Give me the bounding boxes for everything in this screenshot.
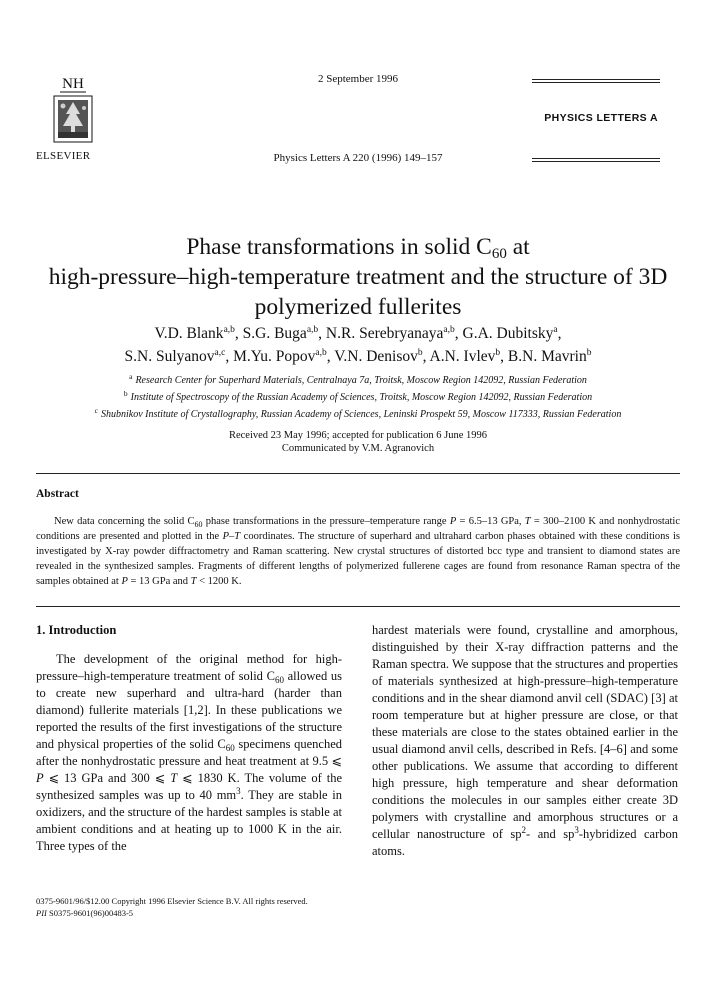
- header-rule: [532, 161, 660, 162]
- communicated-by: Communicated by V.M. Agranovich: [281, 443, 435, 454]
- author-list: V.D. Blank$^{a,b}$, S.G. Buga$^{a,b}$, N.R. Serebryanaya$^{a,b}$, G.A. Dubitsky$^a$, S.N. Sulyanov$^{a,c}$, M.Yu. Popov$^{a,b}$, V.N. Denisov$^b$, A.N. Ivlev$^b$, B.N. Mavrin$^b$: [124, 325, 592, 365]
- author: B.N. Mavrin: [507, 348, 587, 365]
- abstract-text: New data concerning the solid $C_{60}$ phase transformations in the pressure–temperature range P = 6.5–13 GPa, T = 300–2100 K and nonhydrostatic conditions are presented and plotted in the P–T coordinates. The structure of superhard and ultrahard carbon phases obtained with these conditions is investigated by X-ray powder diffractometry and Raman scattering. New crystal structures of distorted bcc type and transient to diamond states are revealed in the synthesized samples. Fragments of different lengths of polymerized fullerene cages are found from resonance Raman spectra of the samples obtained at P = 13 GPa and T < 1200 K.: [36, 516, 681, 587]
- article-title: Phase transformations in solid $C_{60}$ at high-pressure–high-temperature treatment and the structure of 3D polymerized fullerites: [48, 234, 668, 320]
- author: A.N. Ivlev: [429, 348, 496, 365]
- affiliations: [40, 370, 676, 421]
- journal-citation: Physics Letters A 220 (1996) 149–157: [273, 152, 443, 164]
- header-rule: [532, 79, 660, 80]
- publisher-name: ELSEVIER: [36, 150, 91, 162]
- body-paragraph: hardest materials were found, crystalline and amorphous, distinguished by their X-ray diffraction patterns and the Raman spectra. We suppose that the structures and properties of materials synthesized at high-pressure–high-temperature conditions and in the shear diamond anvil cell (SDAC) [3] at room temperature but at higher pressure are close, or that these materials are close to the states obtained earlier in the usual diamond anvil cells, described in Refs. [4–6] and some other publications. We assume that according to different high pressure, high temperature and shear deformation conditions the molecules in our samples either create 3D polymers with crystalline and amorphous structures or a cellular nanostructure of $sp^2-$ and $sp^3$-hybridized carbon atoms.: [372, 623, 678, 858]
- affiliation: $^b$ Institute of Spectroscopy of the Russian Academy of Sciences, Troitsk, Moscow Region 142092, Russian Federation: [123, 389, 593, 403]
- header-rule: [532, 82, 660, 83]
- pii-line: PII S0375-9601(96)00483-5: [36, 908, 134, 918]
- section-heading: 1. Introduction: [36, 623, 117, 637]
- author: N.R. Serebryanaya: [325, 325, 444, 342]
- author: M.Yu. Popov: [233, 348, 316, 365]
- received-info: [0, 429, 716, 455]
- logo-text: NH: [62, 76, 84, 92]
- author: V.N. Denisov: [334, 348, 418, 365]
- author: S.G. Buga: [242, 325, 307, 342]
- author: V.D. Blank: [154, 325, 224, 342]
- journal-name: PHYSICS LETTERS A: [544, 112, 658, 124]
- footer: [36, 895, 308, 919]
- affiliation: $^c$ Shubnikov Institute of Crystallography, Russian Academy of Sciences, Leninski Prospekt 59, Moscow 117333, Russian Federation: [94, 406, 622, 420]
- author: S.N. Sulyanov: [124, 348, 215, 365]
- abstract-rule-top: [36, 473, 680, 474]
- copyright-line: 0375-9601/96/$12.00 Copyright 1996 Elsevier Science B.V. All rights reserved.: [36, 896, 308, 906]
- issue-date: 2 September 1996: [317, 73, 399, 85]
- author: G.A. Dubitsky: [462, 325, 554, 342]
- affiliation: $^a$ Research Center for Superhard Materials, Centralnaya 7a, Troitsk, Moscow Region 142092, Russian Federation: [129, 372, 587, 386]
- header-rule: [532, 158, 660, 159]
- body-paragraph: The development of the original method for high-pressure–high-temperature treatment of solid $C_{60}$ allowed us to create new superhard and ultra-hard (harder than diamond) fullerite materials [1,2]. In these publications we reported the results of the first investigations of the structure and physical properties of the solid $C_{60}$ specimens quenched after the nonhydrostatic pressure and heat treatment at 9.5 ⩽ P ⩽ 13 GPa and 300 ⩽ T ⩽ 1830 K. The volume of the synthesized samples was up to 40 $mm^3$. They are stable in oxidizers, and the structure of the hardest samples is stable at ambient conditions and at heating up to 1000 K in the air. Three types of the: [36, 652, 342, 853]
- abstract-rule-bottom: [36, 606, 680, 607]
- received-date: Received 23 May 1996; accepted for publication 6 June 1996: [228, 430, 488, 441]
- body-column-right: [372, 622, 678, 860]
- abstract-heading: Abstract: [36, 488, 79, 500]
- body-column-left: [36, 622, 342, 855]
